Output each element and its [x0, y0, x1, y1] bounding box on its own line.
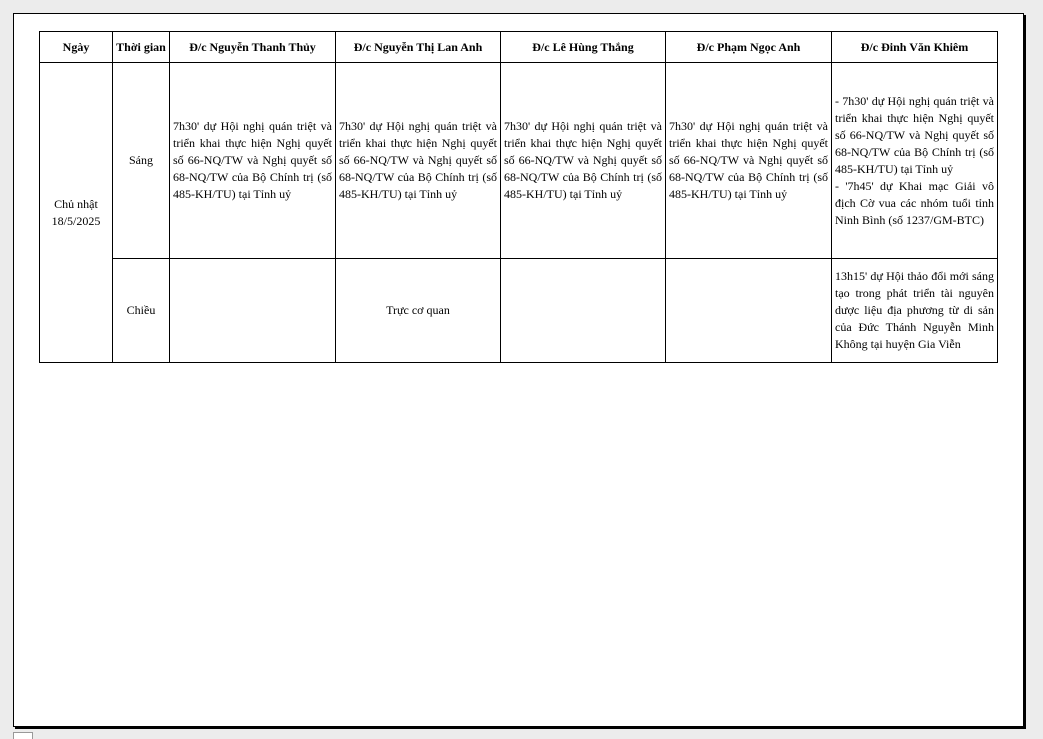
header-time: Thời gian — [113, 32, 170, 63]
morning-person-5-item-1: - 7h30' dự Hội nghị quán triệt và triển khai thực hiện Nghị quyết số 66-NQ/TW và Nghị quyết số 68-NQ/TW của Bộ Chính trị (số 485-KH/TU) tại Tỉnh uỷ — [835, 93, 994, 176]
morning-person-4: 7h30' dự Hội nghị quán triệt và triển khai thực hiện Nghị quyết số 66-NQ/TW và Nghị quyết số 68-NQ/TW của Bộ Chính trị (số 485-KH/TU) tại Tỉnh uỷ — [666, 63, 832, 259]
header-person-1: Đ/c Nguyễn Thanh Thủy — [170, 32, 336, 63]
afternoon-person-5: 13h15' dự Hội thảo đổi mới sáng tạo trong phát triển tài nguyên dược liệu địa phương từ di sản của Đức Thánh Nguyễn Minh Không tại huyện Gia Viễn — [832, 259, 998, 363]
day-weekday: Chủ nhật — [54, 196, 98, 211]
header-person-3: Đ/c Lê Hùng Thắng — [501, 32, 666, 63]
header-person-5: Đ/c Đinh Văn Khiêm — [832, 32, 998, 63]
time-morning: Sáng — [113, 63, 170, 259]
morning-person-3: 7h30' dự Hội nghị quán triệt và triển khai thực hiện Nghị quyết số 66-NQ/TW và Nghị quyết số 68-NQ/TW của Bộ Chính trị (số 485-KH/TU) tại Tỉnh uỷ — [501, 63, 666, 259]
header-row — [40, 32, 998, 63]
header-person-4: Đ/c Phạm Ngọc Anh — [666, 32, 832, 63]
morning-person-1: 7h30' dự Hội nghị quán triệt và triển khai thực hiện Nghị quyết số 66-NQ/TW và Nghị quyết số 68-NQ/TW của Bộ Chính trị (số 485-KH/TU) tại Tỉnh uỷ — [170, 63, 336, 259]
document-page — [13, 13, 1024, 727]
header-person-2: Đ/c Nguyễn Thị Lan Anh — [336, 32, 501, 63]
day-date: 18/5/2025 — [51, 213, 101, 228]
afternoon-person-2: Trực cơ quan — [336, 259, 501, 363]
morning-person-2: 7h30' dự Hội nghị quán triệt và triển khai thực hiện Nghị quyết số 66-NQ/TW và Nghị quyết số 68-NQ/TW của Bộ Chính trị (số 485-KH/TU) tại Tỉnh uỷ — [336, 63, 501, 259]
time-afternoon: Chiều — [113, 259, 170, 363]
afternoon-person-1 — [170, 259, 336, 363]
afternoon-person-3 — [501, 259, 666, 363]
schedule-table — [39, 31, 998, 363]
morning-person-5 — [832, 63, 998, 259]
table-row-morning — [40, 63, 998, 259]
day-cell — [40, 63, 113, 363]
afternoon-person-4 — [666, 259, 832, 363]
header-date: Ngày — [40, 32, 113, 63]
morning-person-5-item-2: - '7h45' dự Khai mạc Giải vô địch Cờ vua các nhóm tuổi tỉnh Ninh Bình (số 1237/GM-BTC) — [835, 178, 994, 227]
table-row-afternoon — [40, 259, 998, 363]
